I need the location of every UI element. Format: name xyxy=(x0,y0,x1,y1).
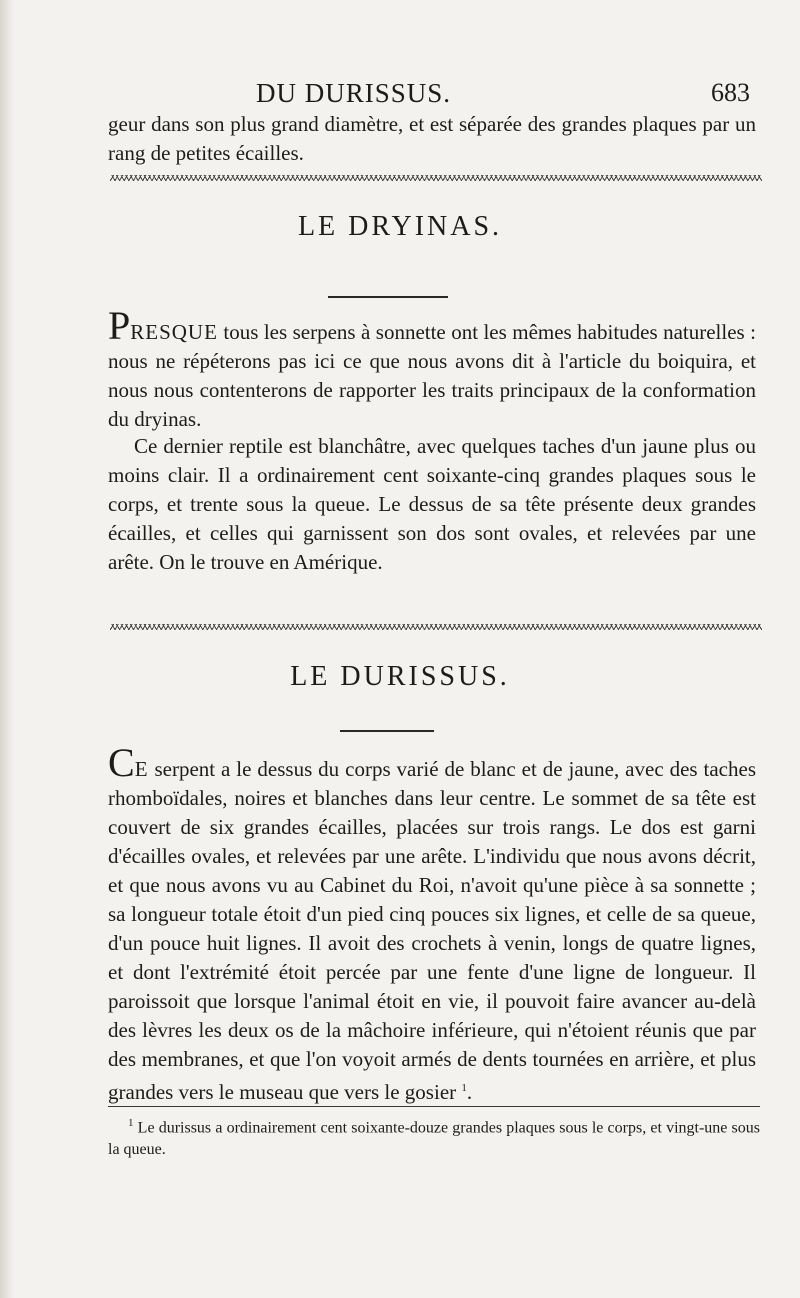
intro-paragraph: geur dans son plus grand diamètre, et est séparée des grandes plaques par un rang de petites écailles. xyxy=(108,112,756,165)
drop-cap: C xyxy=(108,740,135,785)
page-header xyxy=(0,78,800,108)
ornamental-divider xyxy=(110,624,762,630)
dryinas-paragraph-2: Ce dernier reptile est blanchâtre, avec quelques taches d'un jaune plus ou moins clair. Il a ordinairement cent soixante-cinq grandes plaques sous le corps, et trente sous la queue. Le dessus de sa tête présente deux grandes écailles, et celles qui garnissent son dos sont ovales, et relevées par une arête. On le trouve en Amérique. xyxy=(108,434,756,574)
durissus-paragraph-1: CE serpent a le dessus du corps varié de blanc et de jaune, avec des taches rhomboïdales, noires et blanches dans leur centre. Le sommet de sa tête est couvert de six grandes écailles, placées sur trois rangs. Le dos est garni d'écailles ovales, et relevées par une arête. L'individu que nous avons décrit, et que nous avons vu au Cabinet du Roi, n'avoit qu'une pièce à sa sonnette ; sa longueur totale étoit d'un pied cinq pouces six lignes, et celle de sa queue, d'un pouce huit lignes. Il avoit des crochets à venin, longs de quatre lignes, et dont l'extrémité étoit percée par une fente d'une ligne de longueur. Il paroissoit que lorsque l'animal étoit en vie, il pouvoit faire avancer au-delà des lèvres les deux os de la mâchoire inférieure, qui n'étoient réunis que par des membranes, et que l'on voyoit armés de dents tournées en arrière, et plus grandes vers le museau que vers le gosier $^1$. xyxy=(108,740,756,1104)
page-binding-shadow xyxy=(0,0,14,1298)
drop-cap: P xyxy=(108,303,131,348)
title-underline xyxy=(340,730,434,732)
dryinas-paragraph-1 xyxy=(108,303,756,434)
footnote-marker: 1 xyxy=(128,1117,134,1129)
footnote xyxy=(108,1112,760,1161)
ornamental-divider xyxy=(110,175,762,181)
footnote-divider xyxy=(108,1106,760,1107)
footnote-reference: 1 xyxy=(461,1082,467,1094)
page-number: 683 xyxy=(711,78,750,107)
paragraph-text: serpent a le dessus du corps varié de blanc et de jaune, avec des taches rhomboïdales, noires et blanches dans leur centre. Le sommet de sa tête est couvert de six grandes écailles, placées sur trois rangs. Le dos est garni d'écailles ovales, et relevées par une arête. L'individu que nous avons décrit, et que nous avons vu au Cabinet du Roi, n'avoit qu'une pièce à sa sonnette ; sa longueur totale étoit d'un pied cinq pouces six lignes, et celle de sa queue, d'un pouce huit lignes. Il avoit des crochets à venin, longs de quatre lignes, et dont l'extrémité étoit percée par une fente d'une ligne de longueur. Il paroissoit que lorsque l'animal étoit en vie, il pouvoit faire avancer au-delà des lèvres les deux os de la mâchoire inférieure, qui n'étoient réunis que par des membranes, et que l'on voyoit armés de dents tournées en arrière, et plus grandes vers le museau que vers le gosier xyxy=(108,757,756,1104)
lead-word-rest: RESQUE xyxy=(130,320,218,344)
running-title: DU DURISSUS. xyxy=(256,78,452,108)
section-title-dryinas: LE DRYINAS. xyxy=(297,211,503,242)
title-underline xyxy=(328,296,448,298)
paragraph-text: tous les serpens à sonnette ont les mêmes habitudes naturelles : nous ne répéterons pas ici ce que nous avons dit à l'article du boiquira, et nous nous contenterons de rapporter les traits principaux de la conformation du dryinas. xyxy=(108,320,756,431)
lead-word-rest: E xyxy=(134,757,149,781)
section-title-durissus: LE DURISSUS. xyxy=(290,661,510,692)
footnote-text: Le durissus a ordinairement cent soixante-douze grandes plaques sous le corps, et vingt-une sous la queue. xyxy=(108,1119,761,1159)
